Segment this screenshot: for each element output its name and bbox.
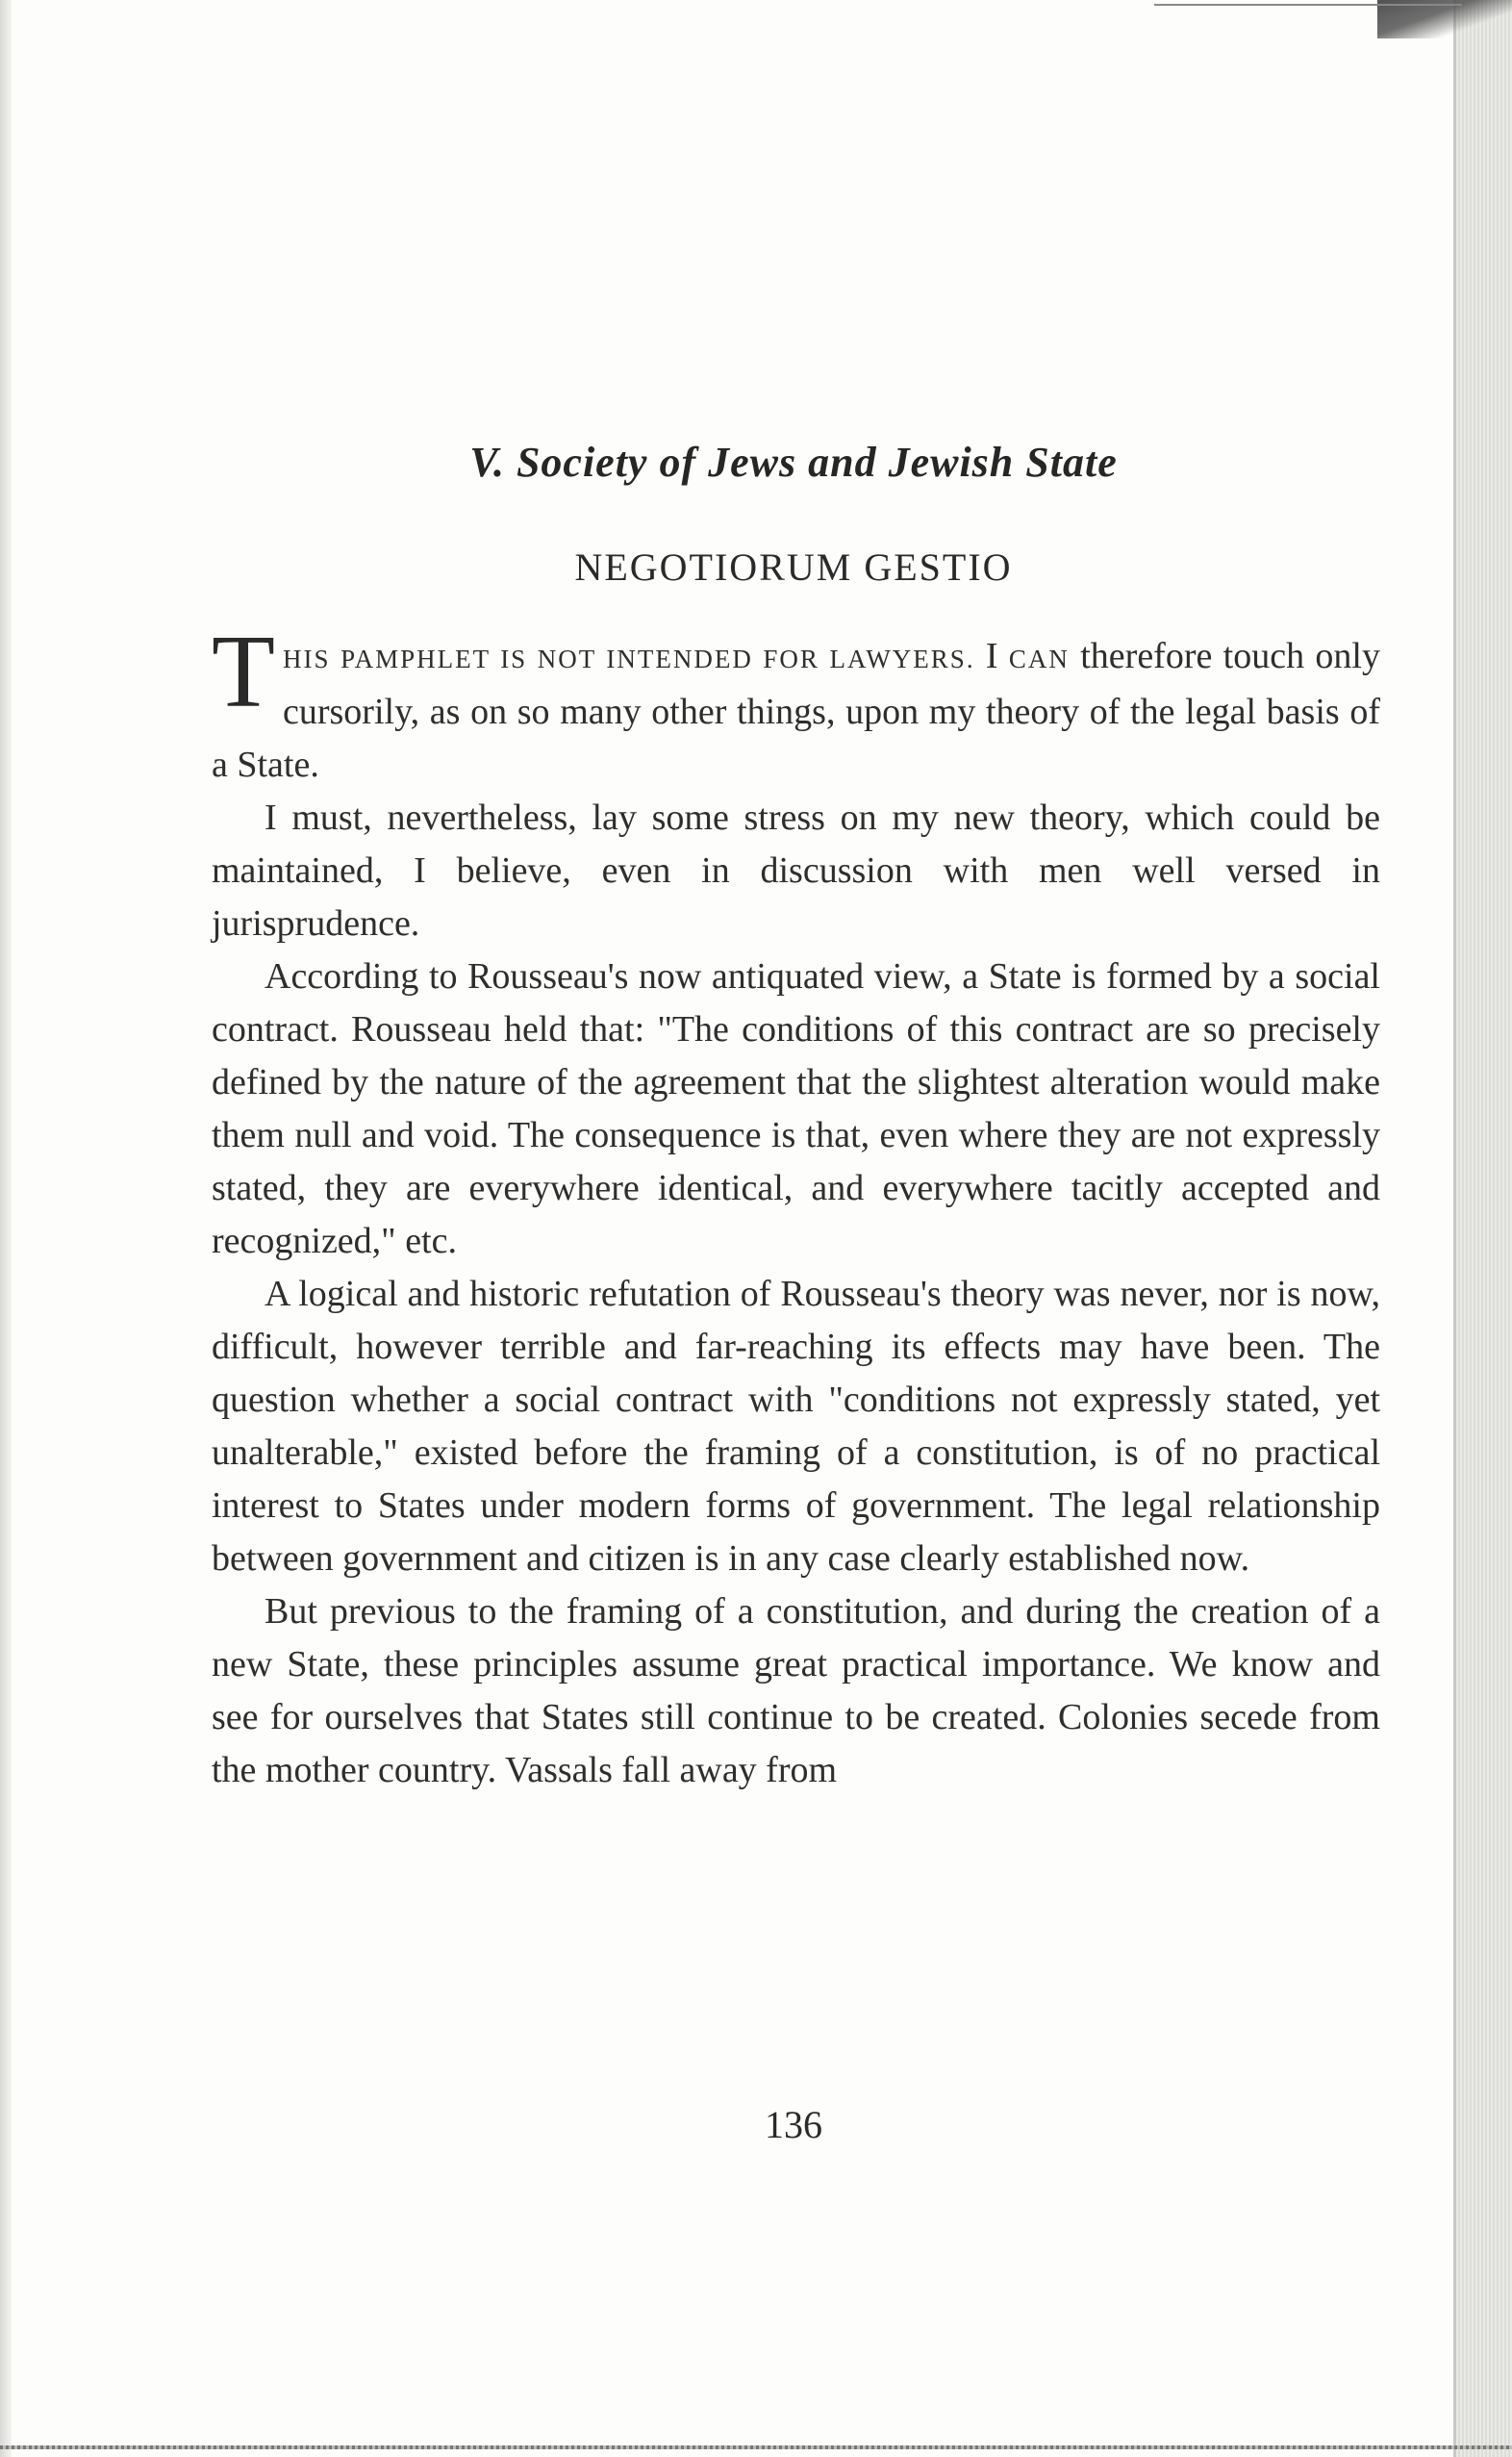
page-number: 136	[765, 2103, 822, 2146]
page-top-rule	[1154, 4, 1462, 6]
chapter-title: V. Society of Jews and Jewish State	[469, 439, 1118, 486]
lead-in-pronoun: I	[985, 636, 998, 676]
paragraph-3: According to Rousseau's now antiquated view, a State is formed by a social contract. Rousseau held that: "The conditions of this contract are so precisely defined by the nature of the agreement that the slightest alteration would make them null and void. The consequence is that, even where they are not expressly stated, they are everywhere identical, and everywhere tacitly accepted and recognized," etc.	[212, 956, 1380, 1261]
page-left-edge	[0, 0, 12, 2457]
page-bottom-edge	[0, 2445, 1512, 2449]
section-heading: NEGOTIORUM GESTIO	[574, 545, 1013, 589]
paragraph-1-text: therefore touch only cursorily, as on so many other things, upon my theory of the legal basis of a State.	[212, 636, 1380, 785]
page-corner-shadow	[1377, 0, 1512, 38]
paragraph-5: But previous to the framing of a constitution, and during the creation of a new State, these principles assume great practical importance. We know and see for ourselves that States still continue to be created. Colonies secede from the mother country. Vassals fall away from	[212, 1591, 1380, 1790]
body-text	[212, 615, 1380, 1797]
lead-in-smallcaps: HIS PAMPHLET IS NOT INTENDED FOR LAWYERS.	[282, 645, 975, 673]
paragraph-2: I must, nevertheless, lay some stress on my new theory, which could be maintained, I believe, even in discussion with men well versed in jurisprudence.	[212, 798, 1380, 944]
paragraph-1	[212, 615, 1380, 792]
drop-cap: T	[212, 615, 275, 729]
page-right-edge	[1453, 0, 1512, 2457]
paragraph-4: A logical and historic refutation of Rousseau's theory was never, nor is now, difficult, however terrible and far-reaching its effects may have been. The question whether a social contract with "conditions not expressly stated, yet unalterable," existed before the framing of a constitution, is of no practical interest to States under modern forms of government. The legal relationship between government and citizen is in any case clearly established now.	[212, 1274, 1380, 1579]
lead-in-can: CAN	[1008, 645, 1070, 673]
